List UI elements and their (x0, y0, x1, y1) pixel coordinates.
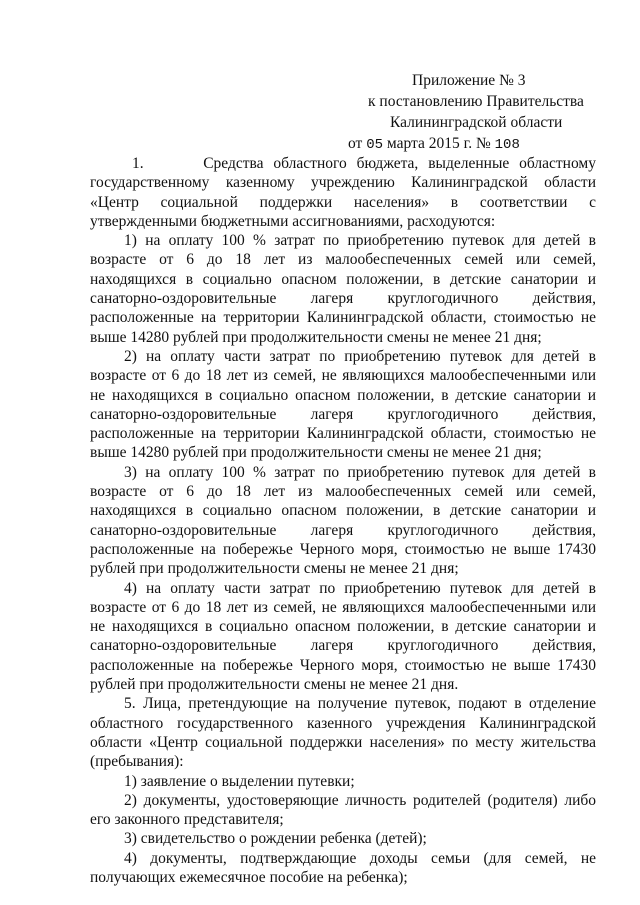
paragraph-5: 5. Лица, претендующие на получение путевок, подают в отделение областного государственного казенного учреждения Калининградской области «Центр социальной поддержки населения» по месту жительства (пребывания): (90, 695, 596, 771)
paragraph-1-item-3: 3) на оплату 100 % затрат по приобретению путевок для детей в возрасте от 6 до 18 лет из малообеспеченных семей или семей, находящихся в социально опасном положении, в детские санатории и санаторно-оздоровительные лагеря круглогодичного действия, расположенные на побережье Черного моря, стоимостью не выше 17430 рублей при продолжительности смены не менее 21 дня; (90, 463, 596, 578)
paragraph-1-item-1: 1) на оплату 100 % затрат по приобретению путевок для детей в возрасте от 6 до 18 лет из малообеспеченных семей или семей, находящихся в социально опасном положении, в детские санатории и санаторно-оздоровительные лагеря круглогодичного действия, расположенные на территории Калининградской области, стоимостью не выше 14280 рублей при продолжительности смены не менее 21 дня; (90, 232, 596, 346)
appendix-header (340, 70, 584, 156)
appendix-title: Приложение № 3 (412, 72, 526, 89)
document-body (90, 154, 596, 887)
paragraph-1: 1. Средства областного бюджета, выделенные областному государственному казенному учреждению Калининградской области «Центр социальной поддержки населения» в соответствии с утвержденными бюджетными ассигнованиями, расходуются: (90, 155, 596, 230)
paragraph-5-item-1: 1) заявление о выделении путевки; (124, 772, 355, 790)
paragraph-1-item-2: 2) на оплату части затрат по приобретению путевок для детей в возрасте от 6 до 18 лет из семей, не являющихся малообеспеченными или не находящихся в социально опасном положении, в детские санатории и санаторно-оздоровительные лагеря круглогодичного действия, расположенные на территории Калининградской области, стоимостью не выше 14280 рублей при продолжительности смены не менее 21 дня; (90, 347, 596, 462)
date-month: марта (383, 135, 429, 152)
date-prefix: от (348, 135, 367, 152)
date-day: 05 (366, 137, 384, 153)
decree-reference: к постановлению Правительства (368, 93, 584, 110)
paragraph-5-item-4: 4) документы, подтверждающие доходы семьи (для семей, не получающих ежемесячное пособие на ребенка); (90, 849, 596, 886)
date-year: 2015 г. № (428, 135, 495, 152)
paragraph-5-item-3: 3) свидетельство о рождении ребенка (детей); (124, 830, 427, 848)
paragraph-1-item-4: 4) на оплату части затрат по приобретению путевок для детей в возрасте от 6 до 18 лет из семей, не являющихся малообеспеченными или не находящихся в социально опасном положении, в детские санатории и санаторно-оздоровительные лагеря круглогодичного действия, расположенные на побережье Черного моря, стоимостью не выше 17430 рублей при продолжительности смены не менее 21 дня. (90, 579, 596, 694)
decree-date (340, 133, 580, 156)
paragraph-5-item-2: 2) документы, удостоверяющие личность родителей (родителя) либо его законного представителя; (90, 791, 596, 829)
region-name: Калининградской области (390, 114, 563, 131)
decree-number: 108 (494, 137, 520, 153)
